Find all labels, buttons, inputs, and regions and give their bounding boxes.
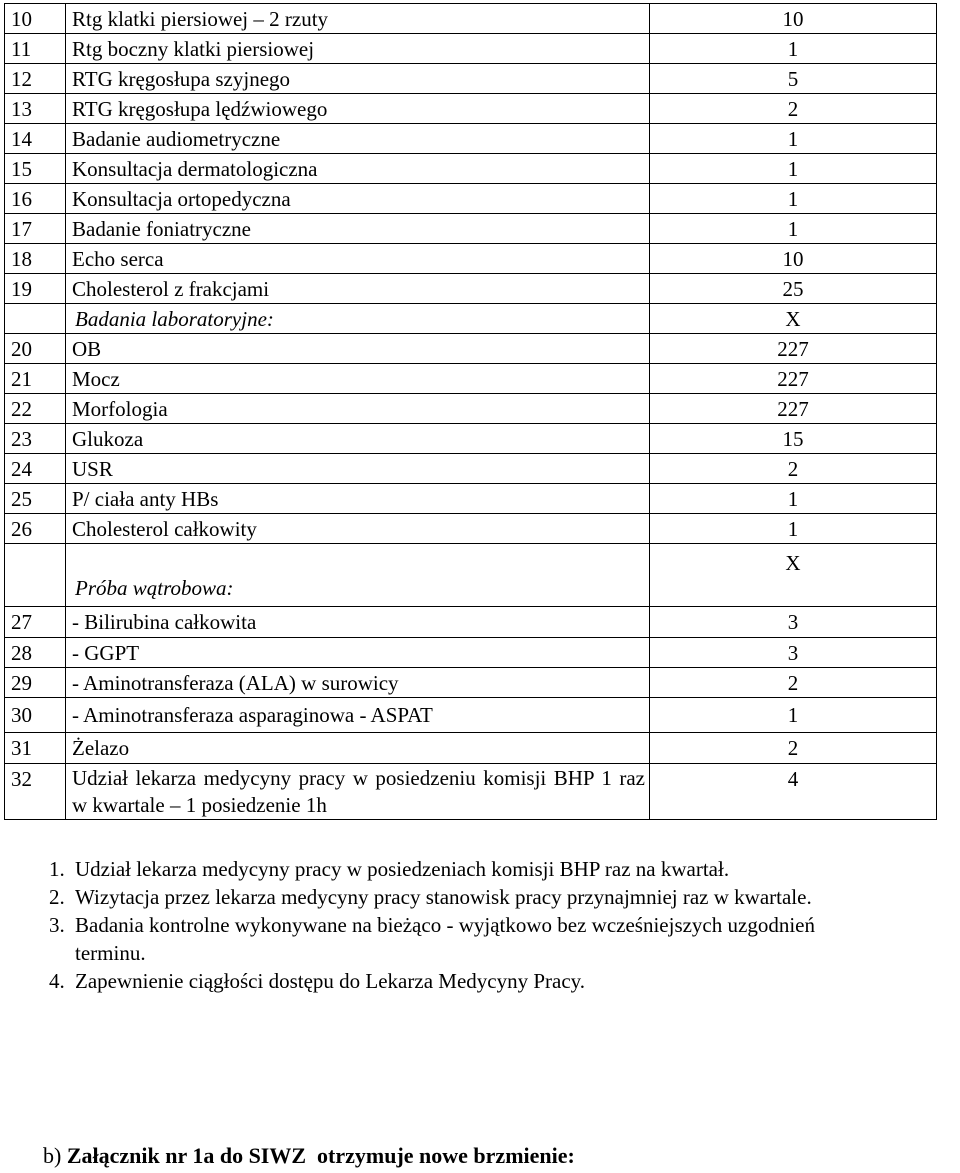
row-number: 10 [5, 4, 66, 34]
row-number: 19 [5, 274, 66, 304]
row-name: Rtg boczny klatki piersiowej [66, 34, 650, 64]
row-quantity: 2 [650, 668, 937, 698]
row-quantity: 1 [650, 484, 937, 514]
amendment-title: Załącznik nr 1a do SIWZ otrzymuje nowe brzmienie: [66, 1143, 575, 1168]
note-number: 4. [49, 969, 65, 993]
row-quantity: X [650, 544, 937, 607]
row-number: 23 [5, 424, 66, 454]
row-number [5, 544, 66, 607]
table-row [5, 334, 937, 364]
table-row [5, 34, 937, 64]
table-row [5, 484, 937, 514]
note-item [49, 855, 960, 883]
row-number: 26 [5, 514, 66, 544]
section-heading: Próba wątrobowa: [75, 576, 234, 600]
row-name: Glukoza [66, 424, 650, 454]
note-number: 1. [49, 857, 65, 881]
row-number: 32 [5, 764, 66, 820]
row-quantity: X [650, 304, 937, 334]
table-row [5, 394, 937, 424]
table-row [5, 184, 937, 214]
table-row [5, 4, 937, 34]
note-number: 3. [49, 913, 65, 937]
table-row [5, 733, 937, 764]
note-number: 2. [49, 885, 65, 909]
row-quantity: 4 [650, 764, 937, 820]
note-text: Wizytacja przez lekarza medycyny pracy stanowisk pracy przynajmniej raz w kwartale. [75, 885, 812, 909]
row-quantity: 1 [650, 214, 937, 244]
row-number: 28 [5, 638, 66, 668]
row-quantity: 227 [650, 394, 937, 424]
row-quantity: 227 [650, 364, 937, 394]
row-name: - Aminotransferaza (ALA) w surowicy [66, 668, 650, 698]
row-number: 31 [5, 733, 66, 764]
row-quantity: 3 [650, 638, 937, 668]
row-number: 18 [5, 244, 66, 274]
row-name: - Aminotransferaza asparaginowa - ASPAT [66, 698, 650, 733]
row-name: USR [66, 454, 650, 484]
section-row-liver-test [5, 544, 937, 607]
table-row [5, 638, 937, 668]
row-quantity: 1 [650, 154, 937, 184]
row-name: Konsultacja dermatologiczna [66, 154, 650, 184]
row-name: - Bilirubina całkowita [66, 607, 650, 638]
row-quantity: 2 [650, 454, 937, 484]
row-quantity: 1 [650, 124, 937, 154]
row-number: 11 [5, 34, 66, 64]
table-row [5, 607, 937, 638]
note-text-continued: terminu. [75, 941, 146, 965]
services-table [4, 3, 937, 820]
table-row [5, 244, 937, 274]
table-row [5, 274, 937, 304]
section-heading: Badania laboratoryjne: [75, 306, 274, 331]
row-name: Konsultacja ortopedyczna [66, 184, 650, 214]
row-name: P/ ciała anty HBs [66, 484, 650, 514]
row-name: - GGPT [66, 638, 650, 668]
table-row [5, 94, 937, 124]
note-item [49, 911, 960, 967]
row-quantity: 5 [650, 64, 937, 94]
amendment-heading [43, 1143, 575, 1169]
table-row [5, 124, 937, 154]
table-row [5, 64, 937, 94]
row-number: 15 [5, 154, 66, 184]
table-row [5, 764, 937, 820]
row-name: Echo serca [66, 244, 650, 274]
row-number: 20 [5, 334, 66, 364]
row-quantity: 25 [650, 274, 937, 304]
table-row [5, 514, 937, 544]
table-row [5, 668, 937, 698]
row-number: 24 [5, 454, 66, 484]
row-number: 30 [5, 698, 66, 733]
row-number: 27 [5, 607, 66, 638]
row-number: 22 [5, 394, 66, 424]
table-row [5, 154, 937, 184]
row-name: Udział lekarza medycyny pracy w posiedzeniu komisji BHP 1 raz w kwartale – 1 posiedzenie 1h [66, 764, 650, 820]
row-name: RTG kręgosłupa szyjnego [66, 64, 650, 94]
row-name: Cholesterol całkowity [66, 514, 650, 544]
row-number: 25 [5, 484, 66, 514]
row-quantity: 2 [650, 94, 937, 124]
row-quantity: 1 [650, 184, 937, 214]
amendment-prefix: b) [43, 1143, 62, 1168]
table-row [5, 364, 937, 394]
row-number: 21 [5, 364, 66, 394]
row-name: Żelazo [66, 733, 650, 764]
row-quantity: 227 [650, 334, 937, 364]
section-row-lab-tests [5, 304, 937, 334]
row-quantity: 1 [650, 514, 937, 544]
table-row [5, 214, 937, 244]
note-text: Udział lekarza medycyny pracy w posiedzeniach komisji BHP raz na kwartał. [75, 857, 730, 881]
row-name: Cholesterol z frakcjami [66, 274, 650, 304]
row-name: Morfologia [66, 394, 650, 424]
notes-list [49, 855, 960, 995]
row-number: 29 [5, 668, 66, 698]
note-item [49, 883, 960, 911]
row-name: Badanie audiometryczne [66, 124, 650, 154]
row-number: 13 [5, 94, 66, 124]
row-name: Badanie foniatryczne [66, 214, 650, 244]
row-quantity: 3 [650, 607, 937, 638]
row-number: 14 [5, 124, 66, 154]
row-number: 12 [5, 64, 66, 94]
table-row [5, 424, 937, 454]
row-name: RTG kręgosłupa lędźwiowego [66, 94, 650, 124]
row-quantity: 1 [650, 698, 937, 733]
note-item [49, 967, 960, 995]
note-text: Zapewnienie ciągłości dostępu do Lekarza Medycyny Pracy. [75, 969, 586, 993]
row-quantity: 15 [650, 424, 937, 454]
row-name: OB [66, 334, 650, 364]
row-name: Rtg klatki piersiowej – 2 rzuty [66, 4, 650, 34]
row-quantity: 10 [650, 244, 937, 274]
row-name: Mocz [66, 364, 650, 394]
row-number: 16 [5, 184, 66, 214]
row-quantity: 2 [650, 733, 937, 764]
row-number [5, 304, 66, 334]
row-quantity: 1 [650, 34, 937, 64]
row-number: 17 [5, 214, 66, 244]
table-row [5, 454, 937, 484]
note-text: Badania kontrolne wykonywane na bieżąco - wyjątkowo bez wcześniejszych uzgodnień [75, 913, 815, 937]
row-quantity: 10 [650, 4, 937, 34]
table-row [5, 698, 937, 733]
